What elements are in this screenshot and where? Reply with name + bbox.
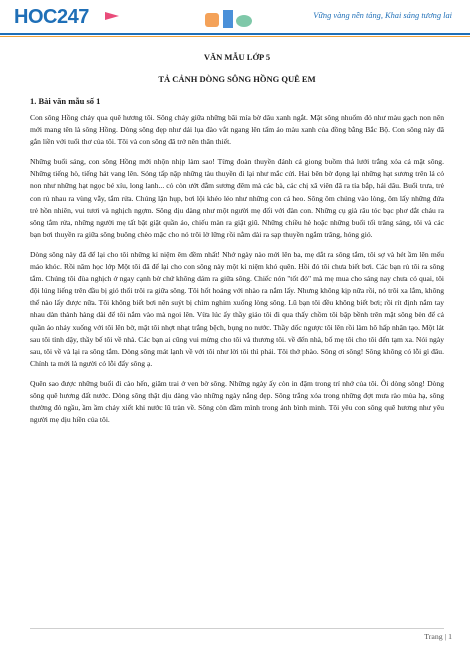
paragraph: Quên sao được những buổi đi cào hến, giăm trai ở ven bờ sông. Những ngày ấy còn in đậm trong trí nhớ của tôi. Ôi dòng sông! Dòng sông quê hương đất nước. Dòng sông thật dịu dàng vào những ngày nắng đẹp. Sông trắng xóa trong những đợt mưa rào mùa hạ, sông thường đỏ ngầu, ầm ầm chảy xiết khi nước lũ tràn về. Sông còn đầm mình trong ánh bình minh. Tôi yêu con sông quê hương như yêu người mẹ dịu hiền của tôi. bbox=[30, 378, 444, 425]
header-slogan: Vững vàng nền tảng, Khai sáng tương lai bbox=[313, 11, 452, 20]
paragraph: Dòng sông này đã để lại cho tôi những kỉ niệm êm đềm nhất! Nhớ ngày nào mới lên ba, mẹ dắt ra sông tắm, tôi sợ và hét ầm lên mếu máo khóc. Rồi năm học lớp Một tôi đã để lại cho con sông này một kỉ niệm khó quên. Hồi đó tôi chưa biết bơi. Các bạn rủ tôi ra sông tắm. Chúng tôi đùa nghịch ở ngay cạnh bờ chứ không dám ra giữa sông. Chiếc nón "tốt đỏ" mà mẹ mua cho sáng nay chưa có quai, tôi đội lúng liếng trên đầu bị gió thổi trôi ra giữa sông. Tôi hốt hoảng với nhào ra nắm lấy. Nhưng không kịp nữa rồi, nó trôi xa lắm, không thể nào lấy được nữa. Tôi không biết bơi nên suýt bị chìm nghỉm xuống lòng sông. Lũ bạn tôi đều không biết bơi; rồi rít định nắm tay nhau dàn thành hàng dài để tôi nắm vào mà ngoi lên. Vừa lúc ấy thầy giáo tôi đi qua thấy chồm tôi bập bềnh trên mặt sông bèn để cả quần áo nhảy xuống với tôi lên bờ, mặt tôi nhợt nhạt trắng bệch, bụng no nước. Thầy dốc ngược tôi lên rồi làm hô hấp nhân tạo. Một lát sau tôi tỉnh dậy, thầy bế tôi về nhà. Các bạn ai cũng vui mừng cho tôi và thương tôi. về đến nhà, bố mẹ tôi cho tôi đến tạm xa. Nói ngày sau, tôi về và lại ra sông tắm. Dòng sông mát lạnh về với tôi như lời tôi thì phải. Tôi thở phào. Sông ơi sông! Sông không có lỗi gì đâu. Chính ta mới là người có lỗi đấy sông ạ. bbox=[30, 249, 444, 368]
document-body bbox=[30, 52, 444, 434]
page-number: Trang | 1 bbox=[424, 632, 452, 641]
header-divider bbox=[0, 33, 470, 35]
paragraph: Những buổi sáng, con sông Hồng mới nhộn nhịp làm sao! Từng đoàn thuyền đánh cá giong buồm thả lưới trắng xóa cả mặt sông. Những tiếng hò, tiếng hát vang lên. Sóng tấp nập những tàu thuyền đi lại như mắc cửi. Hai bên bờ đọng lại những hạt sương trên lá cỏ non như những hạt ngọc bé xíu, long lanh... cỏ còn ướt đẫm sương đêm mà các bà, các chị xã viên đã ra tỉa bắp, hái dâu. Buổi trưa, trẻ con rủ nhau ra vùng vẫy, tắm rửa. Chúng lặn hụp, bơi lội khéo léo như những con cá heo. Sông ôm chúng vào lòng, ôm lấy những đứa trẻ hồn nhiên, vui tươi và nghịch ngợm. Sông dịu dàng như một người mẹ đối với đàn con. Những cụ già râu tóc bạc phơ dắt cháu ra sông tắm rửa, những người mẹ tất bật giặt quần áo, chiếu màn ra giặt giũ. Những chiều hè hoặc những buổi tối trăng sáng, tôi và các bạn bơi thuyền ra giữa sông buông chèo mặc cho nó trôi lờ lững rồi nằm dài ra sạp thuyền ngắm trăng, hóng gió. bbox=[30, 157, 444, 239]
paragraph: Con sông Hồng chảy qua quê hương tôi. Sông chảy giữa những bãi mía bờ dâu xanh ngắt. Mặt sông nhuốm đỏ như màu gạch non nên mới mang tên là sông Hồng. Dòng sông đẹp như dải lụa đào vắt ngang lên tấm áo màu xanh của đồng bằng Bắc Bộ. Con sông này đã gắn liền với tuổi thơ của tôi. Tôi và con sông đã trở nên thân thiết. bbox=[30, 113, 444, 147]
footer-divider bbox=[30, 628, 444, 629]
document-title: VĂN MẪU LỚP 5 bbox=[203, 52, 271, 62]
books-decoration-icon bbox=[205, 7, 253, 29]
paper-plane-icon bbox=[105, 12, 119, 20]
hoc247-logo[interactable]: HOC247 bbox=[14, 6, 89, 28]
page-header bbox=[0, 0, 470, 34]
document-subtitle: TẢ CẢNH DÒNG SÔNG HỒNG QUÊ EM bbox=[158, 74, 316, 84]
header-divider-accent bbox=[0, 36, 470, 37]
section-heading: 1. Bài văn mẫu số 1 bbox=[30, 96, 101, 106]
